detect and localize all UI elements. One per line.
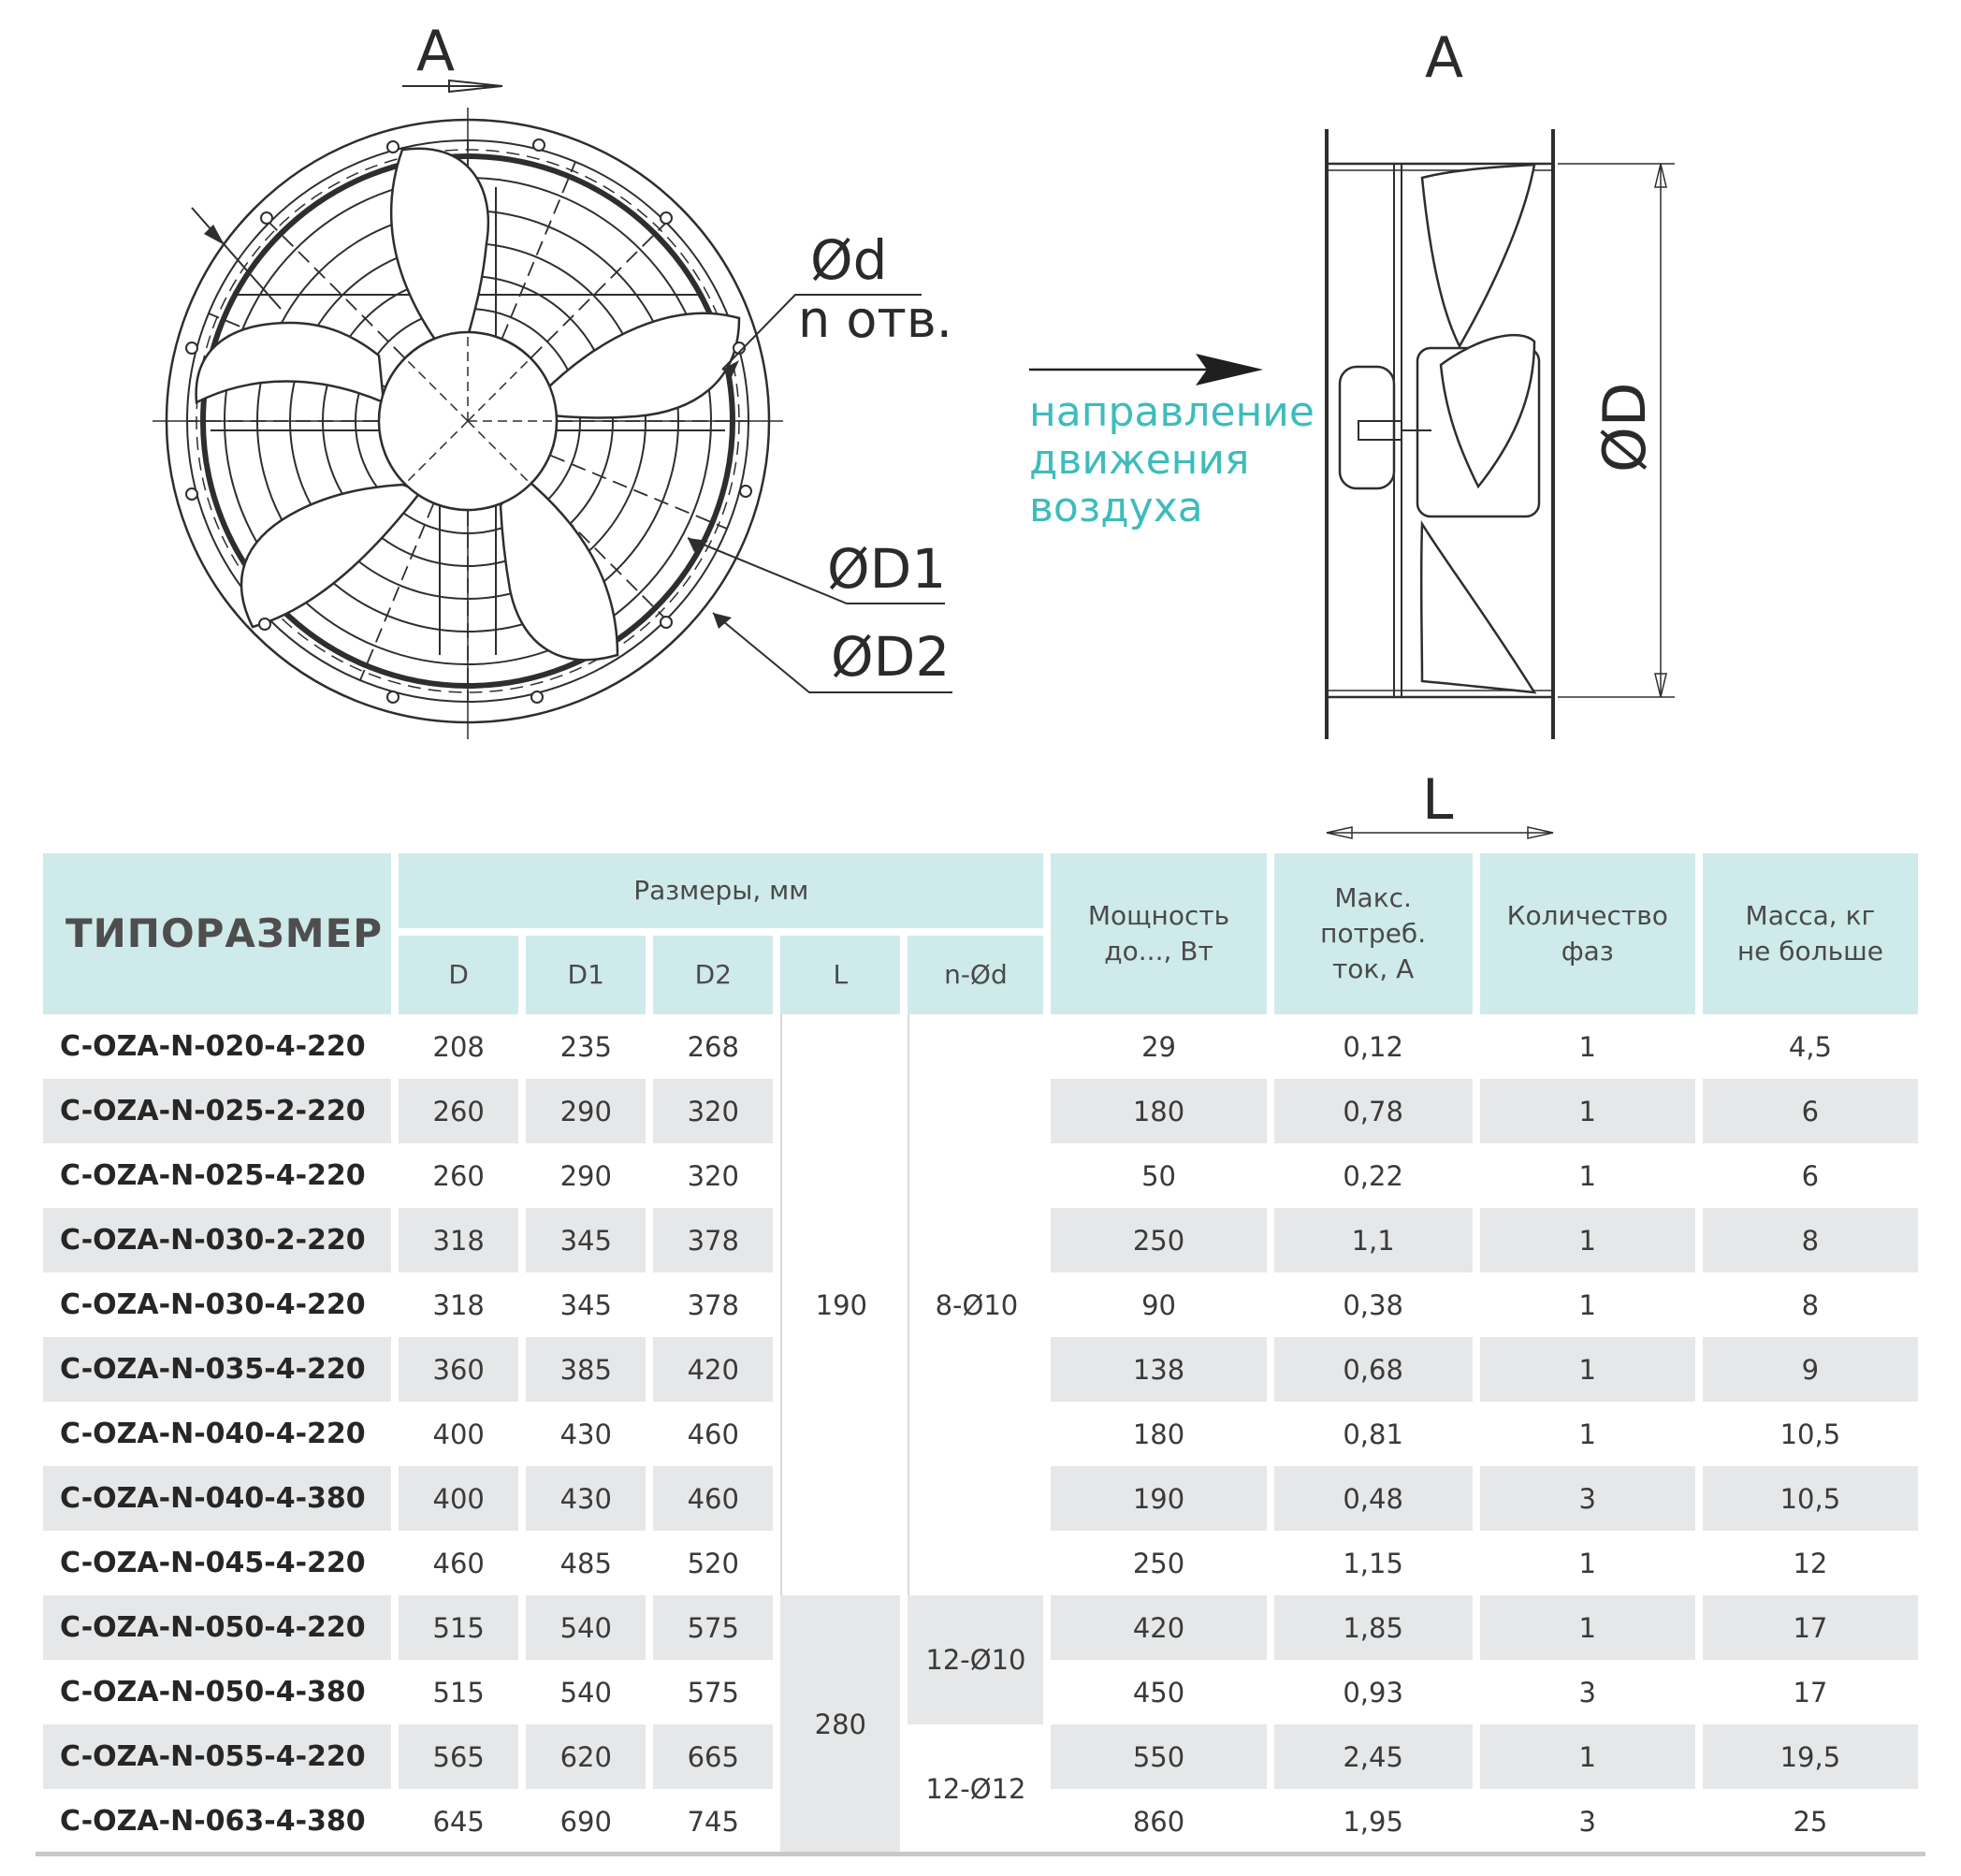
- d2-cell: 268: [687, 1030, 739, 1063]
- phases-cell: 1: [1480, 1337, 1695, 1402]
- header-current-line2: потреб.: [1320, 918, 1427, 949]
- model-cell: C-OZA-N-035-4-220: [43, 1337, 391, 1402]
- current-cell: 2,45: [1274, 1724, 1473, 1789]
- mass-cell: 10,5: [1779, 1418, 1841, 1450]
- phases-cell: 1: [1480, 1724, 1695, 1789]
- table-row: [43, 1014, 1918, 1079]
- mass-cell: 12: [1793, 1547, 1828, 1579]
- table-row: [43, 1724, 1918, 1789]
- spec-table: [36, 853, 1925, 1854]
- model-cell: C-OZA-N-045-4-220: [60, 1547, 366, 1579]
- d2-cell: 420: [653, 1337, 773, 1402]
- d-cell: 645: [432, 1805, 485, 1838]
- d-cell: 515: [399, 1595, 518, 1660]
- length-label: L: [1422, 767, 1454, 833]
- hole-count-label: n отв.: [798, 290, 952, 349]
- model-cell: C-OZA-N-040-4-220: [60, 1418, 366, 1450]
- phases-cell: 3: [1480, 1466, 1695, 1531]
- d2-cell: 460: [653, 1466, 773, 1531]
- d1-cell: 485: [559, 1547, 612, 1579]
- d-cell: 318: [399, 1208, 518, 1272]
- mass-cell: 17: [1793, 1676, 1828, 1709]
- header-nd: n-Ød: [908, 936, 1043, 1014]
- d2-cell: 378: [687, 1288, 739, 1321]
- mass-cell: 6: [1703, 1079, 1918, 1143]
- d-cell: 318: [432, 1288, 485, 1321]
- current-cell: 1,1: [1274, 1208, 1473, 1272]
- phases-cell: 1: [1578, 1288, 1596, 1321]
- model-cell: C-OZA-N-025-2-220: [43, 1079, 391, 1143]
- model-cell: C-OZA-N-025-4-220: [60, 1159, 366, 1192]
- power-cell: 550: [1051, 1724, 1266, 1789]
- model-cell: C-OZA-N-063-4-380: [60, 1805, 366, 1838]
- front-view-label: A: [416, 19, 456, 84]
- d2-cell: 575: [687, 1676, 739, 1709]
- phases-cell: 1: [1578, 1418, 1596, 1450]
- airflow-arrow: [1029, 354, 1315, 531]
- phases-cell: 1: [1480, 1595, 1695, 1660]
- mass-cell: 25: [1793, 1805, 1828, 1838]
- model-cell: C-OZA-N-030-4-220: [60, 1288, 366, 1321]
- header-power: [1051, 853, 1266, 1014]
- header-mass-line2: не больше: [1736, 936, 1883, 967]
- outer-diameter-label: ØD: [1591, 382, 1659, 473]
- d1-cell: 345: [526, 1208, 646, 1272]
- current-cell: 0,68: [1274, 1337, 1473, 1402]
- header-power-line2: до..., Вт: [1104, 936, 1213, 967]
- power-cell: 138: [1051, 1337, 1266, 1402]
- model-cell: C-OZA-N-050-4-220: [43, 1595, 391, 1660]
- d-cell: 460: [432, 1547, 485, 1579]
- header-L: L: [780, 936, 900, 1014]
- header-D: D: [399, 936, 518, 1014]
- nd-cell-group2: 12-Ø10: [908, 1595, 1043, 1724]
- model-cell: C-OZA-N-050-4-380: [60, 1676, 366, 1709]
- phases-cell: 1: [1578, 1159, 1596, 1192]
- d-cell: 260: [399, 1079, 518, 1143]
- phases-cell: 1: [1578, 1030, 1596, 1063]
- mass-cell: 9: [1703, 1337, 1918, 1402]
- d1-cell: 620: [526, 1724, 646, 1789]
- power-cell: 29: [1141, 1030, 1176, 1063]
- d1-cell: 235: [559, 1030, 612, 1063]
- header-phases-line2: фаз: [1561, 936, 1614, 967]
- current-cell: 0,93: [1343, 1676, 1403, 1709]
- header-current: [1274, 853, 1473, 1014]
- header-D1: D1: [526, 936, 646, 1014]
- d1-cell: 690: [559, 1805, 612, 1838]
- d1-cell: 540: [526, 1595, 646, 1660]
- header-power-line1: Мощность: [1087, 900, 1230, 931]
- current-cell: 0,38: [1343, 1288, 1403, 1321]
- technical-drawings: [0, 0, 1961, 851]
- phases-cell: 3: [1578, 1676, 1596, 1709]
- d2-cell: 460: [687, 1418, 739, 1450]
- header-mass-line1: Масса, кг: [1745, 900, 1876, 931]
- mass-cell: 10,5: [1703, 1466, 1918, 1531]
- nd-cell-group1: 8-Ø10: [908, 1014, 1043, 1595]
- header-current-line1: Макс.: [1334, 882, 1412, 913]
- d-cell: 515: [432, 1676, 485, 1709]
- current-cell: 0,78: [1274, 1079, 1473, 1143]
- model-cell: C-OZA-N-030-2-220: [43, 1208, 391, 1272]
- phases-cell: 1: [1578, 1547, 1596, 1579]
- d1-cell: 345: [559, 1288, 612, 1321]
- model-cell: C-OZA-N-040-4-380: [43, 1466, 391, 1531]
- d2-cell: 745: [687, 1805, 739, 1838]
- d2-cell: 665: [653, 1724, 773, 1789]
- power-cell: 450: [1132, 1676, 1185, 1709]
- d-cell: 565: [399, 1724, 518, 1789]
- power-cell: 50: [1141, 1159, 1176, 1192]
- phases-cell: 3: [1578, 1805, 1596, 1838]
- current-cell: 1,95: [1343, 1805, 1403, 1838]
- hole-diameter-label: Ød: [810, 228, 888, 292]
- d2-cell: 575: [653, 1595, 773, 1660]
- phases-cell: 1: [1480, 1079, 1695, 1143]
- airflow-text-line2: движения: [1029, 436, 1250, 484]
- header-phases-line1: Количество: [1506, 900, 1668, 931]
- header-dimensions-group: Размеры, мм: [399, 853, 1043, 936]
- l-cell-group2: 280: [780, 1595, 900, 1854]
- header-type: ТИПОРАЗМЕР: [43, 853, 391, 1014]
- current-cell: 0,81: [1343, 1418, 1403, 1450]
- d1-cell: 430: [526, 1466, 646, 1531]
- side-view-label: A: [1425, 25, 1464, 91]
- power-cell: 90: [1141, 1288, 1176, 1321]
- d1-cell: 290: [526, 1079, 646, 1143]
- d-cell: 400: [432, 1418, 485, 1450]
- mass-cell: 6: [1801, 1159, 1820, 1192]
- header-phases: [1480, 853, 1695, 1014]
- l-cell-group1: 190: [780, 1014, 900, 1595]
- current-cell: 0,22: [1343, 1159, 1403, 1192]
- d1-label: ØD1: [827, 537, 947, 601]
- d2-label: ØD2: [831, 625, 951, 689]
- mass-cell: 8: [1801, 1288, 1820, 1321]
- table-bottom-rule: [36, 1852, 1925, 1856]
- airflow-text-line3: воздуха: [1029, 484, 1203, 531]
- current-cell: 1,85: [1274, 1595, 1473, 1660]
- mass-cell: 19,5: [1703, 1724, 1918, 1789]
- nd-cell-group3: 12-Ø12: [908, 1724, 1043, 1854]
- header-current-line3: ток, А: [1331, 953, 1415, 984]
- phases-cell: 1: [1480, 1208, 1695, 1272]
- d2-cell: 320: [653, 1079, 773, 1143]
- d2-cell: 320: [687, 1159, 739, 1192]
- d-cell: 260: [432, 1159, 485, 1192]
- model-cell: C-OZA-N-055-4-220: [43, 1724, 391, 1789]
- mass-cell: 17: [1703, 1595, 1918, 1660]
- power-cell: 860: [1132, 1805, 1185, 1838]
- d-cell: 208: [432, 1030, 485, 1063]
- d1-cell: 430: [559, 1418, 612, 1450]
- mass-cell: 4,5: [1788, 1030, 1832, 1063]
- d-cell: 400: [399, 1466, 518, 1531]
- model-cell: C-OZA-N-020-4-220: [60, 1030, 366, 1063]
- side-view-drawing: [1327, 25, 1675, 838]
- current-cell: 0,12: [1343, 1030, 1403, 1063]
- airflow-text-line1: направление: [1029, 388, 1315, 436]
- d1-cell: 385: [526, 1337, 646, 1402]
- current-cell: 1,15: [1343, 1547, 1403, 1579]
- mass-cell: 8: [1703, 1208, 1918, 1272]
- power-cell: 180: [1132, 1418, 1185, 1450]
- d1-cell: 540: [559, 1676, 612, 1709]
- d2-cell: 378: [653, 1208, 773, 1272]
- front-view-drawing: [153, 19, 952, 739]
- current-cell: 0,48: [1274, 1466, 1473, 1531]
- power-cell: 250: [1132, 1547, 1185, 1579]
- header-mass: [1703, 853, 1918, 1014]
- d2-cell: 520: [687, 1547, 739, 1579]
- d1-cell: 290: [559, 1159, 612, 1192]
- power-cell: 180: [1051, 1079, 1266, 1143]
- d-cell: 360: [399, 1337, 518, 1402]
- power-cell: 250: [1051, 1208, 1266, 1272]
- table-row: [43, 1595, 1918, 1660]
- header-D2: D2: [653, 936, 773, 1014]
- power-cell: 420: [1051, 1595, 1266, 1660]
- power-cell: 190: [1051, 1466, 1266, 1531]
